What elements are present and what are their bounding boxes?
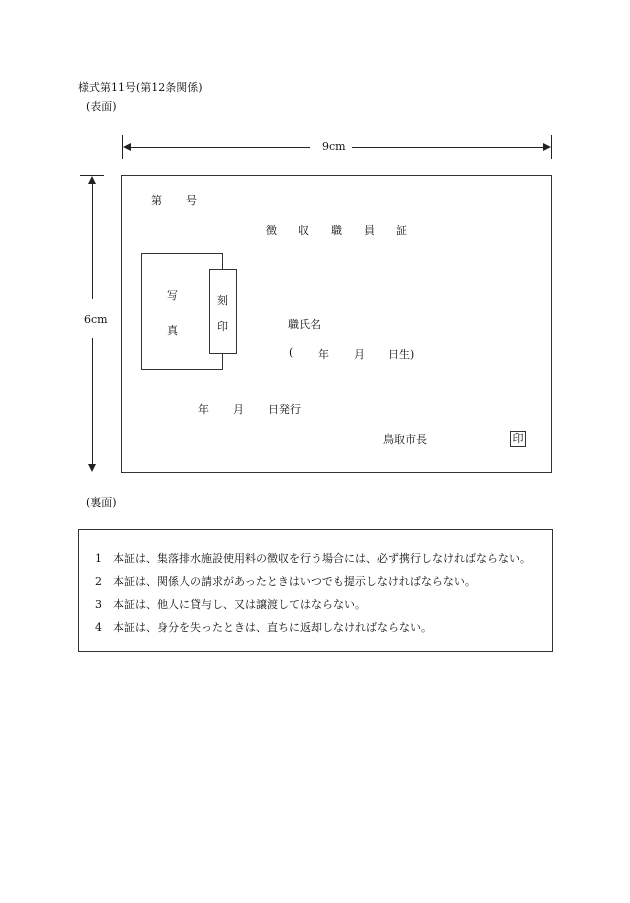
height-arrow-down — [88, 464, 96, 472]
card-title-char: 証 — [396, 224, 407, 237]
note-text: 本証は、関係人の請求があったときはいつでも提示しなければならない。 — [113, 575, 476, 588]
width-line-left — [130, 147, 310, 148]
height-line-top — [92, 184, 93, 299]
issuer: 鳥取市長 — [383, 433, 427, 446]
note-number: 3 — [95, 598, 102, 611]
back-note — [95, 596, 366, 612]
back-side-label: (裏面) — [86, 496, 117, 509]
note-text: 本証は、他人に貸与し、又は譲渡してはならない。 — [113, 598, 366, 611]
birth-month: 月 — [354, 348, 365, 361]
note-number: 4 — [95, 621, 102, 634]
issue-month: 月 — [233, 403, 244, 416]
job-name-label: 職氏名 — [288, 318, 321, 331]
front-side-label: (表面) — [86, 100, 117, 113]
card-title-char: 収 — [298, 224, 309, 237]
note-text: 本証は、集落排水施設使用料の徴収を行う場合には、必ず携行しなければならない。 — [113, 552, 531, 565]
form-number: 様式第11号(第12条関係) — [78, 81, 203, 94]
card-number-suffix: 号 — [186, 194, 197, 207]
height-line-bottom — [92, 338, 93, 464]
photo-label-bottom: 真 — [167, 324, 178, 337]
note-number: 1 — [95, 552, 102, 565]
width-arrow-right — [543, 143, 551, 151]
width-tick-right — [551, 135, 552, 159]
birth-day: 日生) — [388, 348, 415, 361]
back-note — [95, 619, 432, 635]
height-label: 6cm — [84, 313, 108, 326]
back-note — [95, 573, 476, 589]
stamp-label-top: 刻 — [217, 294, 228, 307]
birth-open-paren: ( — [289, 346, 294, 359]
card-title-char: 職 — [331, 224, 342, 237]
seal-mark: 印 — [510, 431, 526, 447]
stamp-box — [209, 269, 237, 354]
note-text: 本証は、身分を失ったときは、直ちに返却しなければならない。 — [113, 621, 432, 634]
card-title-char: 員 — [364, 224, 375, 237]
stamp-label-bottom: 印 — [217, 320, 228, 333]
issue-year: 年 — [198, 403, 209, 416]
height-arrow-up — [88, 176, 96, 184]
card-number-prefix: 第 — [151, 194, 162, 207]
width-label: 9cm — [322, 140, 346, 153]
issue-day: 日発行 — [268, 403, 301, 416]
card-title-char: 徴 — [266, 224, 277, 237]
width-line-right — [352, 147, 543, 148]
birth-year: 年 — [318, 348, 329, 361]
back-note — [95, 550, 531, 566]
note-number: 2 — [95, 575, 102, 588]
photo-label-top: 写 — [167, 289, 178, 302]
